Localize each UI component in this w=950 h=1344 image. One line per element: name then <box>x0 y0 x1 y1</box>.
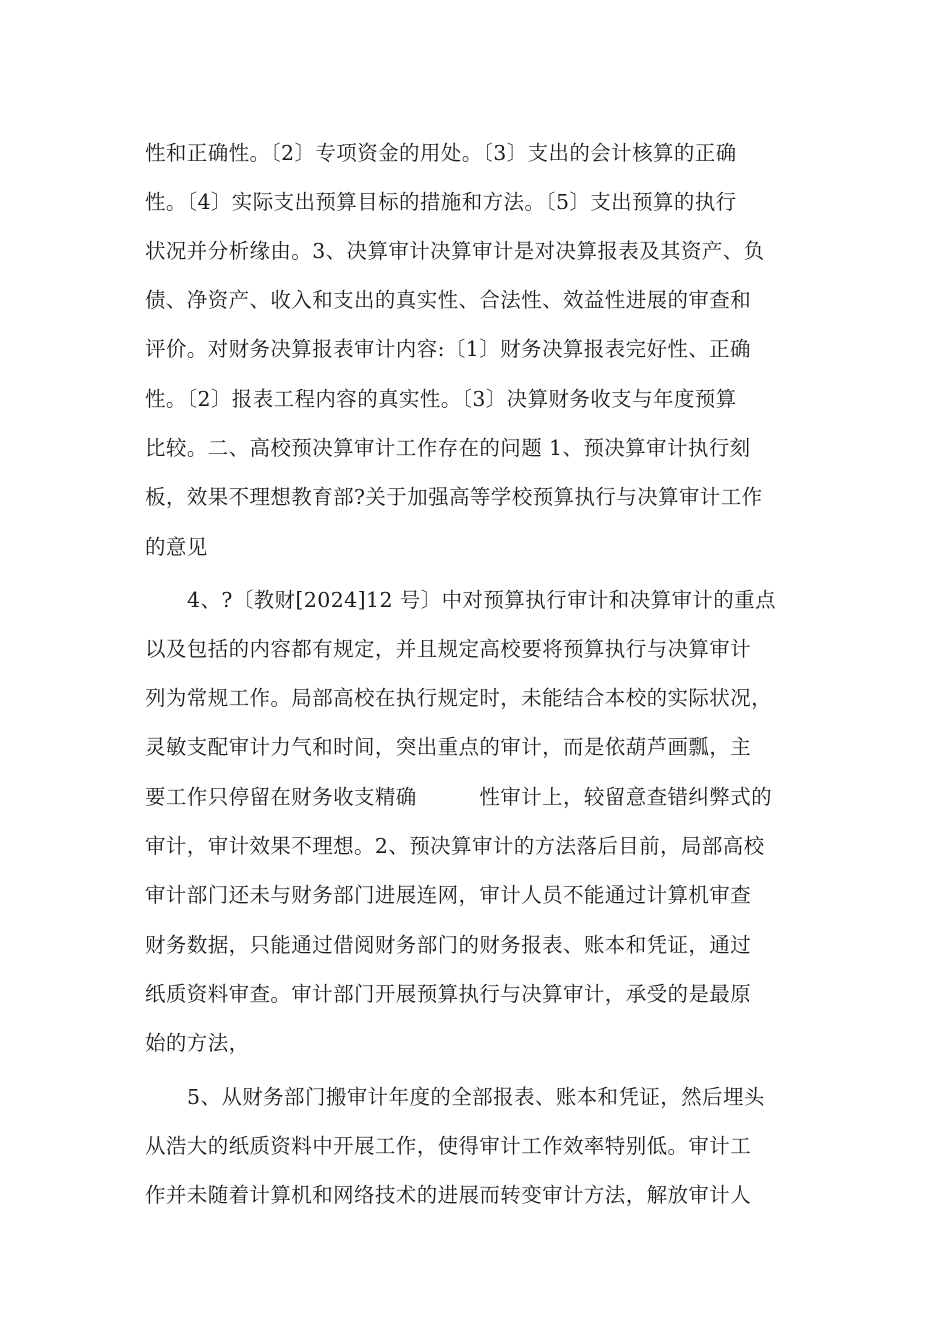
text-line: 比较。二、高校预决算审计工作存在的问题 1、预决算审计执行刻 <box>145 436 751 460</box>
text-line: 要工作只停留在财务收支精确 性审计上，较留意查错纠弊式的 <box>145 785 772 809</box>
text-line: 作并未随着计算机和网络技术的进展而转变审计方法，解放审计人 <box>145 1183 752 1207</box>
text-line: 灵敏支配审计力气和时间，突出重点的审计，而是依葫芦画瓢，主 <box>145 735 752 759</box>
text-line: 债、净资产、收入和支出的真实性、合法性、效益性进展的审查和 <box>145 288 752 312</box>
text-line: 从浩大的纸质资料中开展工作，使得审计工作效率特别低。审计工 <box>145 1134 752 1158</box>
text-line: 评价。对财务决算报表审计内容:〔1〕财务决算报表完好性、正确 <box>145 337 751 361</box>
text-line: 始的方法， <box>145 1031 250 1055</box>
text-line: 财务数据，只能通过借阅财务部门的财务报表、账本和凭证，通过 <box>145 933 752 957</box>
text-line: 以及包括的内容都有规定，并且规定高校要将预算执行与决算审计 <box>145 637 752 661</box>
text-line: 列为常规工作。局部高校在执行规定时，未能结合本校的实际状况， <box>145 686 772 710</box>
text-line: 板，效果不理想教育部?关于加强高等学校预算执行与决算审计工作 <box>145 485 763 509</box>
text-line: 的意见 <box>145 535 208 559</box>
text-line: 性。〔4〕实际支出预算目标的措施和方法。〔5〕支出预算的执行 <box>145 190 737 214</box>
text-line: 性和正确性。〔2〕专项资金的用处。〔3〕支出的会计核算的正确 <box>145 141 737 165</box>
text-line: 状况并分析缘由。3、决算审计决算审计是对决算报表及其资产、负 <box>145 239 765 263</box>
text-line: 4、?〔教财[2024]12 号〕中对预算执行审计和决算审计的重点 <box>187 588 777 612</box>
text-line: 审计，审计效果不理想。2、预决算审计的方法落后目前，局部高校 <box>145 834 765 858</box>
text-line: 性。〔2〕报表工程内容的真实性。〔3〕决算财务收支与年度预算 <box>145 387 737 411</box>
text-line: 纸质资料审查。审计部门开展预算执行与决算审计，承受的是最原 <box>145 982 752 1006</box>
text-line: 5、从财务部门搬审计年度的全部报表、账本和凭证，然后埋头 <box>187 1085 765 1109</box>
text-line: 审计部门还未与财务部门进展连网，审计人员不能通过计算机审查 <box>145 883 752 907</box>
